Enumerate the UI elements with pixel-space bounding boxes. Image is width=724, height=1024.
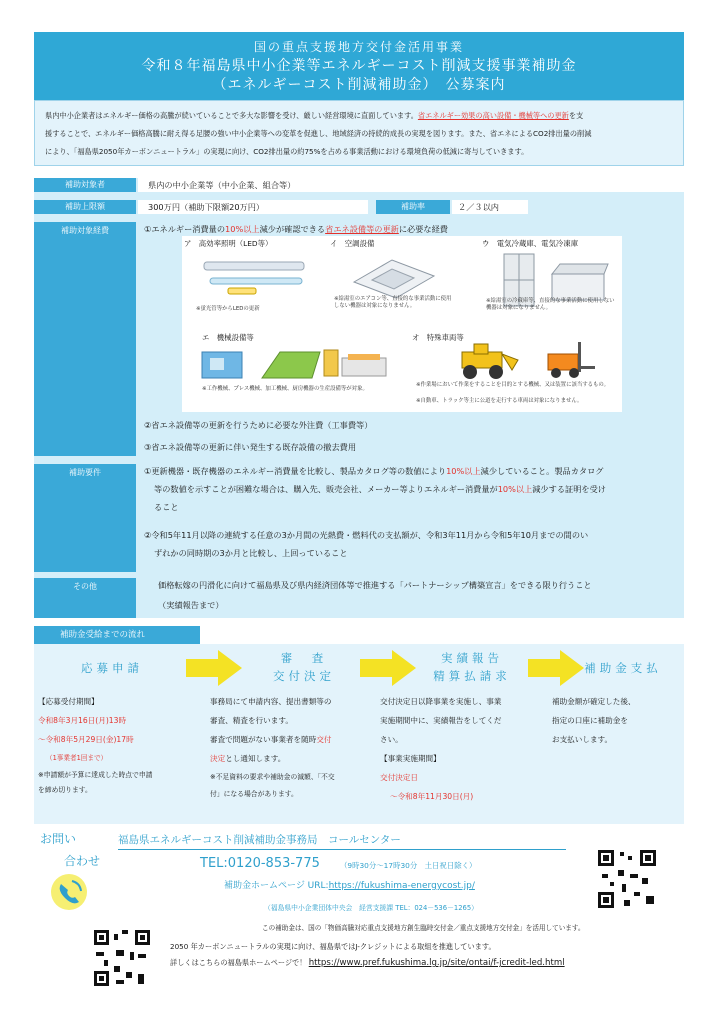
c1-note2: を締め切ります。 <box>38 786 92 794</box>
c2-5: ※不足資料の要求や補助金の減額、「不交 <box>210 773 335 781</box>
req-2a: ②令和5年11月以降の連続する任意の3か月間の光熱費・燃料代の支払額が、令和3年11月から令和5年10月までの間のい <box>144 530 589 540</box>
equip-u-note: ※給湯室の冷蔵庫等、直接的な事業活動に使用しない機器は対象になりません。 <box>486 298 615 311</box>
equip-o-note1: ※作業場において作業をすることを目的とする機械、又は装置に該当するもの。 <box>416 382 609 388</box>
equip-e-title: エ 機械設備等 <box>202 333 254 342</box>
qr-code-icon <box>92 928 152 988</box>
c4-2: 指定の口座に補助金を <box>552 716 628 725</box>
qr-code-icon <box>596 848 658 910</box>
step-settlement: 精算払請求 <box>433 669 511 683</box>
intro-text <box>34 100 684 166</box>
c4-1: 補助金額が確定した後、 <box>552 697 636 706</box>
inquiry-label-1: お問い <box>40 832 77 846</box>
step-grant-decision: 交付決定 <box>273 669 335 683</box>
step-payment: 補助金支払 <box>584 661 662 675</box>
expense-1b: 10%以上 <box>225 224 260 234</box>
c3-4: 【事業実施期間】 <box>380 754 441 763</box>
intro-p2: 援することで、エネルギー価格高騰に耐え得る足腰の強い中小企業等への変革を促進し、地域経済の持続的成長の実現を図ります。また、省エネによるCO2排出量の削減 <box>45 129 592 138</box>
intro-p3: により、「福島県2050年カーボンニュートラル」の実現に向け、CO2排出量の約75%を占める事業活動における環境負荷の低減に寄与していきます。 <box>45 147 529 156</box>
target-value: 県内の中小企業等（中小企業、組合等） <box>138 178 684 192</box>
intro-p1a: 県内中小企業者はエネルギー価格の高騰が続いていることで多大な影響を受け、厳しい経営環境に直面しています。 <box>45 111 418 120</box>
req-1d: 等の数値を示すことが困難な場合は、購入先、販売会社、メーカー等よりエネルギー消費量が <box>154 484 498 494</box>
req-1a: ①更新機器・既存機器のエネルギー消費量を比較し、製品カタログ等の数値により <box>144 466 447 476</box>
header-banner <box>34 32 684 100</box>
led-light-icon <box>202 252 312 302</box>
req-1g: ること <box>154 502 179 512</box>
expense-item-3: ③省エネ設備等の更新に伴い発生する既存設備の撤去費用 <box>144 442 357 452</box>
flow-col-review <box>210 692 370 802</box>
equip-i-note: ※給湯室のエアコン等、直接的な事業活動に使用しない機器は対象になりません。 <box>334 296 452 309</box>
c1-limit: （1事業者1回まで） <box>46 754 108 762</box>
step-apply: 応募申請 <box>81 661 143 675</box>
header-line2: 令和８年福島県中小企業等エネルギーコスト削減支援事業補助金 <box>141 58 577 74</box>
expense-label: 補助対象経費 <box>34 222 136 456</box>
footer-line1: 2050 年カーボンニュートラルの実現に向け、福島県ではJ-クレジットによる取組を推進しています。 <box>170 942 496 951</box>
footer-line2-text: 詳しくはこちらの福島県ホームページで！ <box>170 958 307 967</box>
target-label: 補助対象者 <box>34 178 136 192</box>
req-1e: 10%以上 <box>497 484 533 494</box>
c3-2: 実施期間中に、実績報告をしてくだ <box>380 716 502 725</box>
flow-panel <box>34 644 684 824</box>
header-line3: （エネルギーコスト削減補助金） 公募案内 <box>212 77 506 93</box>
intro-p1c: を支 <box>568 111 584 120</box>
equip-e-note: ※工作機械、プレス機械、加工機械、厨房機器の生産設備等が対象。 <box>202 386 368 392</box>
req-2b: ずれかの同時期の3か月と比較し、上回っていること <box>154 548 348 558</box>
expense-1a: ①エネルギー消費量の <box>144 224 226 234</box>
c1-date-start: 令和8年3月16日(月)13時 <box>38 716 127 725</box>
other-1: 価格転嫁の円滑化に向けて福島県及び県内経済団体等で推進する「パートナーシップ構築宣言」をできる限り行うこと <box>158 580 592 590</box>
other-label: その他 <box>34 578 136 618</box>
c3-1: 交付決定日以降事業を実施し、事業 <box>380 697 502 706</box>
arrow-right-icon <box>360 650 416 686</box>
equipment-illustrations <box>182 236 622 412</box>
limit-value: 300万円（補助下限額20万円） <box>138 200 368 214</box>
c1-head: 【応募受付期間】 <box>38 697 99 706</box>
arrow-right-icon <box>186 650 242 686</box>
equip-o-note2: ※自動車、トラック等主に公道を走行する車両は対象になりません。 <box>416 398 583 404</box>
c4-3: お支払いします。 <box>552 735 613 744</box>
expense-item-2: ②省エネ設備等の更新を行うために必要な外注費（工事費等） <box>144 420 373 430</box>
equip-i-title: イ 空調設備 <box>330 239 375 248</box>
equip-u-title: ウ 電気冷蔵庫、電気冷凍庫 <box>482 239 579 248</box>
expense-1d: 省エネ設備等の更新 <box>325 224 399 234</box>
phone-icon <box>46 872 92 912</box>
contact-section <box>34 828 684 916</box>
homepage-label: 補助金ホームページ URL: <box>224 881 329 891</box>
expense-1c: 減少が確認できる <box>259 224 326 234</box>
special-vehicle-icon <box>452 340 602 380</box>
flow-col-payment <box>552 692 682 749</box>
footer-line2 <box>170 958 565 968</box>
req-1c: 減少していること。製品カタログ <box>480 466 604 476</box>
intro-highlight: 省エネルギー効果の高い設備・機械等への更新 <box>417 111 569 120</box>
c1-note1: ※申請額が予算に達成した時点で申請 <box>38 771 153 779</box>
air-conditioner-icon <box>348 252 438 302</box>
equip-a-note: ※蛍光管等からLEDの更新 <box>196 306 260 312</box>
tel-hours: （9時30分～17時30分 土日祝日除く） <box>340 861 477 870</box>
rate-label: 補助率 <box>376 200 450 214</box>
c3-5: 交付決定日 <box>380 773 418 782</box>
inquiry-label-2: 合わせ <box>64 854 101 868</box>
org-info: （福島県中小企業団体中央会 経営支援課 TEL：024－536－1265） <box>264 904 478 912</box>
c2-1: 事務局にて申請内容、提出書類等の <box>210 697 332 706</box>
c2-3b: 交付 <box>316 735 332 744</box>
footer-url-link[interactable]: https://www.pref.fukushima.lg.jp/site/ontai/f-jcredit-led.html <box>308 958 565 968</box>
step-report: 実績報告 <box>441 651 503 665</box>
equip-o-title: オ 特殊車両等 <box>412 333 464 342</box>
homepage-line <box>224 878 475 891</box>
req-1b: 10%以上 <box>446 466 481 476</box>
c1-date-end: ～令和8年5月29日(金)17時 <box>38 735 134 744</box>
machinery-icon <box>200 344 390 380</box>
step-review: 審 査 <box>280 651 328 665</box>
flow-col-apply <box>38 692 198 798</box>
tel-number[interactable]: TEL:0120-853-775 <box>200 856 320 871</box>
req-1f: 減少する証明を受け <box>532 484 606 494</box>
c2-4a: 決定 <box>210 754 226 763</box>
c2-3a: 審査で問題がない事業者を随時 <box>210 735 317 744</box>
other-2: （実績報告まで） <box>158 600 224 610</box>
flow-col-report <box>380 692 540 806</box>
limit-label: 補助上限額 <box>34 200 136 214</box>
homepage-link[interactable]: https://fukushima-energycost.jp/ <box>328 881 475 891</box>
requirement-label: 補助要件 <box>34 464 136 572</box>
c2-2: 審査、精査を行います。 <box>210 716 293 725</box>
requirement-1 <box>144 462 684 516</box>
equip-a-title: ア 高効率照明（LED等） <box>184 239 273 248</box>
office-name: 福島県エネルギーコスト削減補助金事務局 コールセンター <box>118 832 566 850</box>
rate-value: ２／３以内 <box>452 200 528 214</box>
c2-6: 付」になる場合があります。 <box>210 790 298 798</box>
header-line1: 国の重点支援地方交付金活用事業 <box>253 40 464 54</box>
c2-4b: とし通知します。 <box>225 754 286 763</box>
c3-6: ～令和8年11月30日(月) <box>390 792 474 801</box>
c3-3: さい。 <box>380 735 403 744</box>
flow-title: 補助金受給までの流れ <box>34 626 200 644</box>
requirement-2 <box>144 526 684 562</box>
footer-note: この補助金は、国の「物価高騰対応重点支援地方創生臨時交付金／重点支援地方交付金」を活用しています。 <box>262 924 585 932</box>
expense-1e: に必要な経費 <box>398 224 448 234</box>
